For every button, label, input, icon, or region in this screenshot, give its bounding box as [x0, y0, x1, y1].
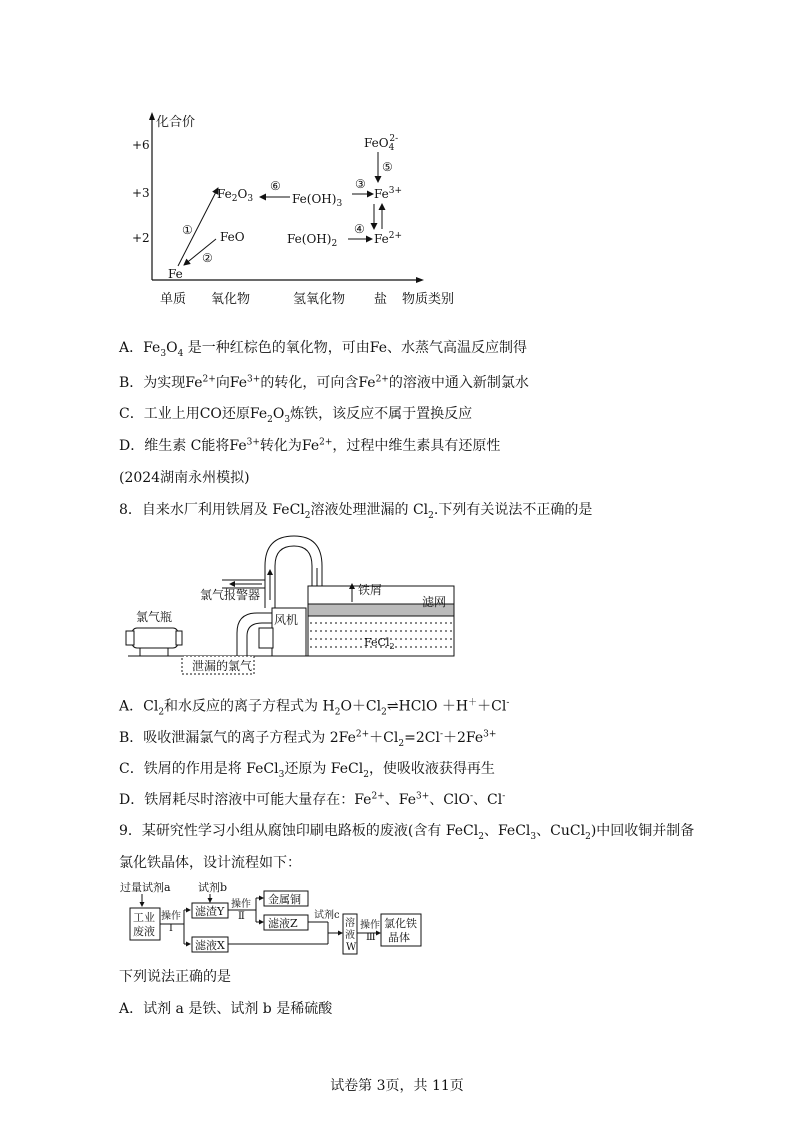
page-footer: 试卷第 3页，共 11页: [330, 1078, 464, 1094]
flow-op1-b: Ⅰ: [169, 923, 173, 934]
q8-option-b: B．吸收泄漏氯气的离子方程式为 $2Fe^{2+}+Cl_2=2Cl^-+2Fe^{3+}$: [119, 729, 497, 749]
species-fe3: $Fe^{3+}$: [374, 186, 403, 201]
flow-solution-w-3: W: [346, 942, 357, 953]
label-step-4: ④: [354, 222, 365, 236]
y-axis-label: 化合价: [156, 115, 196, 130]
label-step-2: ②: [202, 251, 213, 265]
q8-option-a: A．$Cl_2$和水反应的离子方程式为 $H_2O+Cl_2\rightleftharpoons HClO +H^++Cl^-$: [119, 698, 510, 718]
cylinder-body: [132, 628, 178, 648]
x-cat-hydroxide: 氢氧化物: [293, 292, 346, 307]
label-step-6: ⑥: [270, 179, 281, 193]
label-step-3: ③: [355, 177, 366, 191]
y-tick-2: +2: [132, 231, 150, 245]
label-fan: 风机: [274, 613, 299, 627]
x-cat-oxide: 氧化物: [211, 292, 251, 307]
q9-question: 下列说法正确的是: [119, 969, 231, 985]
species-feoh2: $Fe(OH)_2$: [287, 232, 338, 249]
flow-waste-2: 废液: [133, 925, 155, 938]
label-step-1: ①: [182, 223, 193, 237]
flow-reagent-c: 试剂c: [314, 910, 340, 921]
q8-stem: 8．自来水厂利用铁屑及 FeCl$_2$溶液处理泄漏的 $Cl_2$.下列有关说法不正确的是: [119, 502, 593, 521]
recovery-flowchart: [118, 878, 438, 960]
y-tick-6: +6: [132, 138, 150, 152]
x-axis-label: 物质类别: [402, 292, 455, 307]
flow-op3-b: Ⅲ: [366, 932, 376, 943]
q7-option-c: C．工业上用CO还原$Fe_2O_3$炼铁，该反应不属于置换反应: [119, 406, 473, 425]
q9-stem-line2: 氯化铁晶体，设计流程如下：: [119, 855, 301, 871]
label-filter: 滤网: [422, 595, 447, 609]
flow-op2-b: Ⅱ: [238, 911, 245, 922]
label-cylinder: 氯气瓶: [136, 610, 173, 624]
q7-option-d: D．维生素 C能将$Fe^{3+}$转化为$Fe^{2+}$，过程中维生素具有还原性: [119, 437, 501, 454]
q7-option-b: B．为实现$Fe^{2+}$向$Fe^{3+}$的转化，可向含$Fe^{2+}$的溶液中通入新制氯水: [119, 374, 529, 391]
flow-residue-y: 滤渣Y: [195, 905, 225, 918]
q7-option-a: A．$Fe_3O_4$ 是一种红棕色的氧化物，可由Fe、水蒸气高温反应制得: [119, 340, 527, 359]
flow-op1-a: 操作: [161, 911, 181, 922]
flow-filtrate-z: 滤液Z: [268, 917, 298, 930]
y-tick-3: +3: [132, 186, 150, 200]
flow-solution-w-2: 液: [345, 930, 355, 941]
label-solution: FeCl$_2$: [364, 636, 395, 651]
flow-crystal-1: 氯化铁: [384, 917, 417, 930]
flow-filtrate-x: 滤液X: [195, 939, 225, 952]
flow-op3-a: 操作: [360, 920, 380, 931]
q8-option-d: D．铁屑耗尽时溶液中可能大量存在：$Fe^{2+}$、$Fe^{3+}$、ClO-、Cl-: [119, 791, 506, 808]
label-leak: 泄漏的氯气: [192, 659, 253, 673]
species-fe2o3: $Fe_2O_3$: [217, 187, 254, 204]
flow-waste-1: 工业: [133, 911, 155, 924]
q9-option-a: A．试剂 a 是铁、试剂 b 是稀硫酸: [119, 1001, 333, 1017]
chlorine-absorption-apparatus: [122, 528, 482, 680]
iron-valence-diagram: [120, 108, 480, 313]
x-cat-salt: 盐: [374, 292, 388, 307]
flow-solution-w-1: 溶: [345, 918, 355, 929]
species-feoh3: $Fe(OH)_3$: [292, 192, 343, 209]
flow-op2-a: 操作: [231, 899, 251, 910]
q9-stem-line1: 9．某研究性学习小组从腐蚀印刷电路板的废液(含有 FeCl$_2$、FeCl$_3$、CuCl$_2$)中回收铜并制备: [119, 823, 695, 842]
label-alarm: 氯气报警器: [200, 588, 261, 602]
label-iron: 铁屑: [358, 583, 383, 597]
species-fe2: $Fe^{2+}$: [374, 231, 403, 246]
source-note: (2024湖南永州模拟): [119, 470, 250, 486]
species-feo4: FeO$_4$2-: [364, 134, 399, 153]
flow-crystal-2: 晶体: [388, 931, 410, 944]
x-cat-elemental: 单质: [160, 292, 187, 307]
label-step-5: ⑤: [382, 160, 393, 174]
flow-reagent-b: 试剂b: [198, 881, 228, 894]
species-feo: FeO: [220, 230, 245, 244]
flow-copper: 金属铜: [268, 893, 301, 906]
species-fe: Fe: [168, 267, 183, 281]
q8-option-c: C．铁屑的作用是将 FeCl$_3$还原为 FeCl$_2$，使吸收液获得再生: [119, 761, 495, 780]
flow-reagent-a: 过量试剂a: [120, 881, 171, 894]
